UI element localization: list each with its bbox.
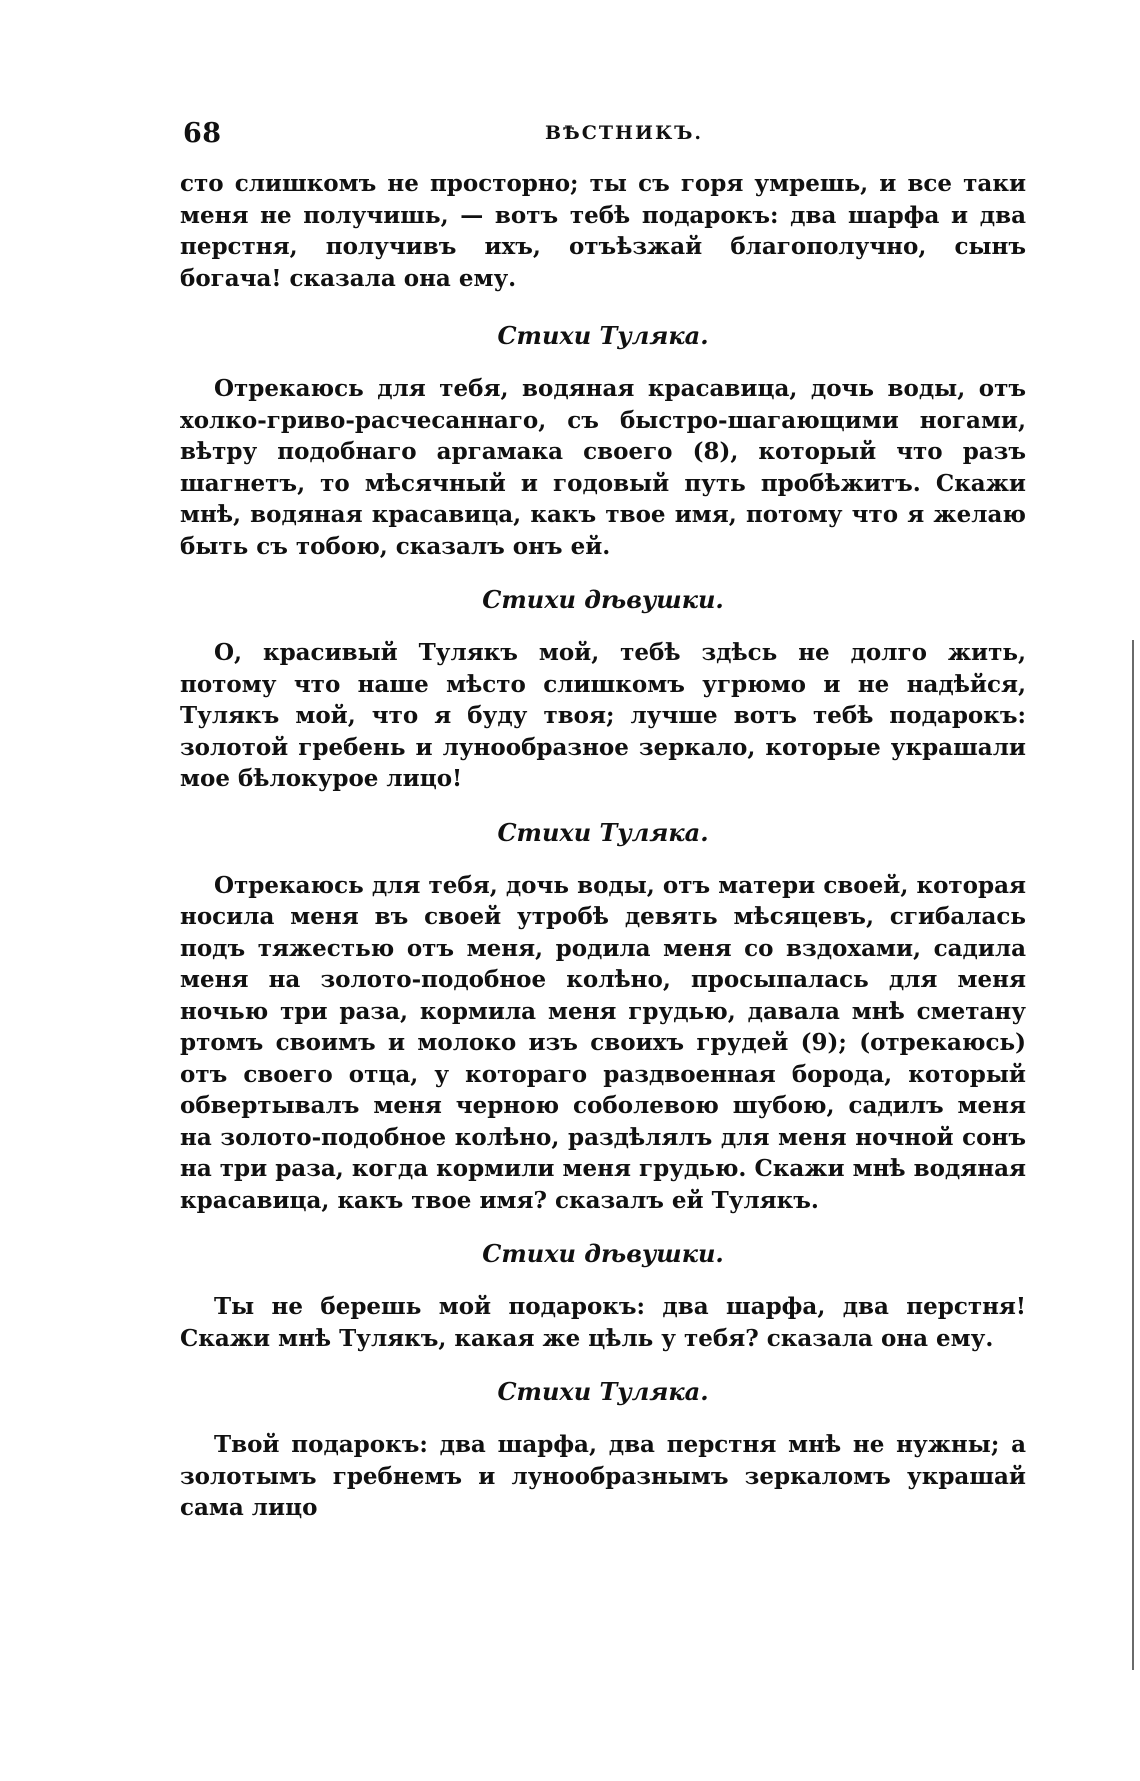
paragraph-1: сто слишкомъ не просторно; ты съ горя умрешь, и все таки меня не получишь, — вотъ тебѣ подарокъ: два шарфа и два перстня, получивъ ихъ, отъѣзжай благополучно, сынъ богача! сказала она ему.: [180, 170, 1026, 292]
page-number: 68: [183, 118, 222, 149]
page-edge-rule: [1132, 640, 1134, 1670]
verse-heading-tulyak-1: Стихи Туляка.: [497, 321, 709, 350]
verse-heading-maiden-2: Стихи дѣвушки.: [482, 1239, 724, 1268]
verse-heading-maiden-1: Стихи дѣвушки.: [482, 585, 724, 614]
verse-heading-tulyak-2: Стихи Туляка.: [497, 817, 709, 847]
verse-heading-tulyak-3: Стихи Туляка.: [497, 1377, 709, 1406]
paragraph-2: Отрекаюсь для тебя, водяная красавица, дочь воды, отъ холко-гриво-расчесаннаго, съ быстро-шагающими ногами, вѣтру подобнаго аргамака своего (8), который что разъ шагнетъ, то мѣсячный и годовый путь пробѣжитъ. Скажи мнѣ, водяная красавица, какъ твое имя, потому что я желаю быть съ тобою, сказалъ онъ ей.: [180, 375, 1026, 560]
paragraph-6: Твой подарокъ: два шарфа, два перстня мнѣ не нужны; а золотымъ гребнемъ и лунообразнымъ зеркаломъ украшай сама лицо: [180, 1431, 1026, 1521]
running-title: ВѢСТНИКЪ.: [545, 122, 704, 144]
paragraph-5: Ты не берешь мой подарокъ: два шарфа, два перстня! Скажи мнѣ Тулякъ, какая же цѣль у тебя? сказала она ему.: [180, 1293, 1026, 1352]
body-text: [180, 168, 1026, 1524]
paragraph-4: Отрекаюсь для тебя, дочь воды, отъ матери своей, которая носила меня въ своей утробѣ девять мѣсяцевъ, сгибалась подъ тяжестью отъ меня, родила меня со вздохами, садила меня на золото-подобное колѣно, просыпалась для меня ночью три раза, кормила меня грудью, давала мнѣ сметану ртомъ своимъ и молоко изъ своихъ грудей (9); (отрекаюсь) отъ своего отца, у котораго раздвоенная борода, который обвертывалъ меня черною соболевою шубою, садилъ меня на золото-подобное колѣно, раздѣлялъ для меня ночной сонъ на три раза, когда кормили меня грудью. Скажи мнѣ водяная красавица, какъ твое имя? сказалъ ей Тулякъ.: [180, 871, 1026, 1214]
paragraph-3: О, красивый Тулякъ мой, тебѣ здѣсь не долго жить, потому что наше мѣсто слишкомъ угрюмо и не надѣйся, Тулякъ мой, что я буду твоя; лучше вотъ тебѣ подарокъ: золотой гребень и лунообразное зеркало, которые украшали мое бѣлокурое лицо!: [180, 639, 1026, 792]
